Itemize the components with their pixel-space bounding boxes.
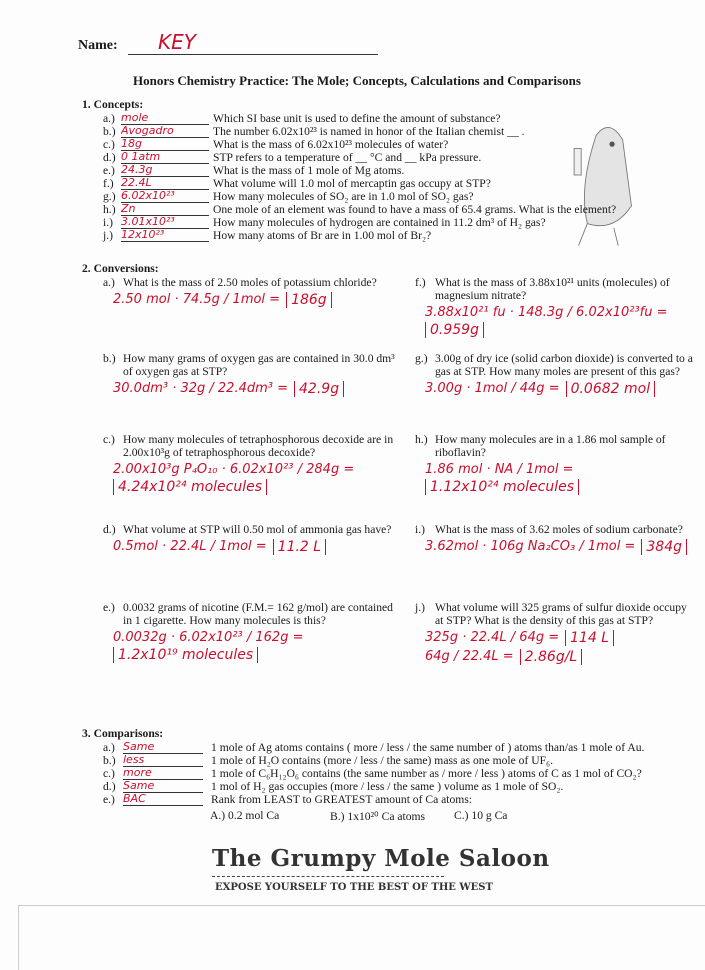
name-field[interactable]: KEY (128, 30, 378, 55)
density-solution-row (425, 649, 695, 665)
conversion-item (103, 352, 398, 397)
concept-item (103, 229, 431, 242)
question-text: What is the mass of 6.02x10²³ molecules of water? (213, 137, 449, 151)
question-text: Rank from LEAST to GREATEST amount of Ca atoms: (211, 792, 473, 806)
conversion-item (415, 352, 695, 397)
solution-row (425, 305, 695, 338)
concept-item (103, 203, 616, 216)
question-text: How many molecules are in a 1.86 mol sample of riboflavin? (435, 433, 666, 459)
question-text: How many atoms of Br are in 1.00 mol of Br₂? (213, 228, 432, 242)
saloon-logo-tagline: EXPOSE YOURSELF TO THE BEST OF THE WEST (215, 882, 493, 893)
question-text: 3.00g of dry ice (solid carbon dioxide) is converted to a gas at STP. How many moles are present of this gas? (435, 352, 693, 378)
boxed-answer: 0.959g (425, 322, 484, 338)
question-text: What is the mass of 1 mole of Mg atoms. (213, 163, 405, 177)
question-text: How many molecules of tetraphosphorous decoxide are in 2.00x10³g of tetraphosphorous decoxide? (123, 433, 394, 459)
worked-solution: 30.0dm³ · 32g / 22.4dm³ = (113, 381, 289, 396)
boxed-answer: 186g (286, 292, 332, 308)
item-label: d.) (103, 150, 116, 164)
item-label: e.) (103, 163, 115, 177)
question-text: What volume will 1.0 mol of mercaptin gas occupy at STP? (213, 176, 491, 190)
question-line (415, 352, 695, 378)
solution-row (425, 630, 695, 646)
boxed-answer: 1.2x10¹⁹ molecules (113, 647, 258, 663)
worked-solution: 325g · 22.4L / 64g = (425, 630, 560, 645)
comparison-item (103, 780, 563, 793)
item-label: b.) (103, 124, 116, 138)
item-label: c.) (103, 433, 115, 446)
boxed-answer: 114 L (565, 630, 614, 646)
answer-blank[interactable]: 3.01x10²³ (121, 216, 209, 229)
concept-item (103, 177, 491, 190)
question-text: 1 mol of H₂ gas occupies (more / less / the same ) volume as 1 mole of SO₂. (211, 779, 564, 793)
concept-item (103, 151, 481, 164)
solution-row (113, 539, 398, 555)
item-label: b.) (103, 753, 116, 767)
answer-blank[interactable]: 22.4L (121, 177, 209, 190)
solution-row (425, 381, 695, 397)
comparison-item (103, 793, 472, 806)
item-label: d.) (103, 779, 116, 793)
solution-row (425, 462, 695, 495)
conversion-item (415, 523, 695, 555)
question-line (103, 276, 398, 289)
item-label: i.) (103, 215, 113, 229)
boxed-answer: 4.24x10²⁴ molecules (113, 479, 267, 495)
page-title: Honors Chemistry Practice: The Mole; Concepts, Calculations and Comparisons (133, 73, 581, 88)
item-label: e.) (103, 601, 115, 614)
worked-solution: 2.00x10³g P₄O₁₀ · 6.02x10²³ / 284g = (113, 462, 355, 477)
mole-scientist-illustration (560, 100, 650, 250)
question-text: 1 mole of H₂O contains (more / less / the same) mass as one mole of UF₆. (211, 753, 553, 767)
answer-blank[interactable]: 18g (121, 138, 209, 151)
answer-blank[interactable]: 0 1atm (121, 151, 209, 164)
question-line (415, 433, 695, 459)
question-text: 1 mole of C₆H₁₂O₆ contains (the same number as / more / less ) atoms of C as 1 mol of CO₂? (211, 766, 642, 780)
question-text: Which SI base unit is used to define the amount of substance? (213, 111, 501, 125)
concept-item (103, 164, 404, 177)
boxed-answer-density: 2.86g/L (520, 649, 583, 665)
question-text: What volume will 325 grams of sulfur dioxide occupy at STP? What is the density of this gas at STP? (435, 601, 687, 627)
question-line (103, 601, 398, 627)
item-label: f.) (103, 176, 114, 190)
solution-row (425, 539, 695, 555)
worked-solution: 0.5mol · 22.4L / 1mol = (113, 539, 267, 554)
item-label: f.) (415, 276, 426, 289)
conversion-item (415, 276, 695, 338)
worked-solution: 3.00g · 1mol / 44g = (425, 381, 560, 396)
comparison-item (103, 754, 553, 767)
boxed-answer: 11.2 L (273, 539, 326, 555)
item-label: i.) (415, 523, 425, 536)
barbed-wire-divider (212, 876, 444, 877)
boxed-answer: 0.0682 mol (566, 381, 656, 397)
conversion-item (103, 433, 398, 495)
concept-item (103, 190, 474, 203)
item-label: a.) (103, 740, 115, 754)
solution-row (113, 292, 398, 308)
question-text: What is the mass of 3.62 moles of sodium carbonate? (435, 523, 683, 536)
worked-solution: 2.50 mol · 74.5g / 1mol = (113, 292, 281, 307)
solution-row (113, 630, 398, 663)
question-text: How many molecules of SO₂ are in 1.0 mol of SO₂ gas? (213, 189, 474, 203)
item-label: a.) (103, 276, 115, 289)
worked-solution: 1.86 mol · NA / 1mol = (425, 462, 574, 477)
item-label: g.) (415, 352, 428, 365)
question-text: 0.0032 grams of nicotine (F.M.= 162 g/mol) are contained in 1 cigarette. How many molecules is this? (123, 601, 393, 627)
item-label: j.) (103, 228, 113, 242)
item-label: e.) (103, 792, 115, 806)
answer-blank[interactable]: Avogadro (121, 125, 209, 138)
item-label: b.) (103, 352, 116, 365)
question-line (103, 523, 398, 536)
item-label: d.) (103, 523, 116, 536)
boxed-answer: 42.9g (294, 381, 344, 397)
answer-blank[interactable]: 6.02x10²³ (121, 190, 209, 203)
item-label: c.) (103, 766, 115, 780)
comparisons-heading: 3. Comparisons: (82, 727, 164, 740)
conversion-item (415, 601, 695, 665)
boxed-answer: 1.12x10²⁴ molecules (425, 479, 579, 495)
option-a: A.) 0.2 mol Ca (210, 809, 280, 822)
answer-blank[interactable]: less (123, 754, 203, 767)
page-edge (18, 905, 705, 970)
answer-blank[interactable]: BAC (123, 793, 203, 806)
conversion-item (103, 523, 398, 555)
worked-solution: 0.0032g · 6.02x10²³ / 162g = (113, 630, 304, 645)
item-label: h.) (103, 202, 116, 216)
concept-item (103, 125, 525, 138)
concept-item (103, 112, 501, 125)
boxed-answer: 384g (641, 539, 687, 555)
worked-solution-density: 64g / 22.4L = (425, 649, 514, 664)
worked-solution: 3.88x10²¹ fu · 148.3g / 6.02x10²³fu = (425, 305, 668, 320)
question-text: How many molecules of hydrogen are contained in 11.2 dm³ of H₂ gas? (213, 215, 546, 229)
concept-item (103, 216, 546, 229)
saloon-logo-title: The Grumpy Mole Saloon (212, 845, 550, 872)
conversion-item (103, 601, 398, 663)
question-text: How many grams of oxygen gas are contained in 30.0 dm³ of oxygen gas at STP? (123, 352, 395, 378)
question-text: What volume at STP will 0.50 mol of ammonia gas have? (123, 523, 392, 536)
question-line (103, 433, 398, 459)
answer-blank[interactable]: Zn (121, 203, 209, 216)
option-b: B.) 1x10²⁰ Ca atoms (330, 810, 426, 823)
question-text: STP refers to a temperature of __ °C and __ kPa pressure. (213, 150, 482, 164)
worked-solution: 3.62mol · 106g Na₂CO₃ / 1mol = (425, 539, 636, 554)
question-text: 1 mole of Ag atoms contains ( more / less / the same number of ) atoms than/as 1 mole of Au. (211, 740, 645, 754)
item-label: c.) (103, 137, 115, 151)
question-line (415, 276, 695, 302)
solution-row (113, 381, 398, 397)
concepts-heading: 1. Concepts: (82, 98, 144, 111)
item-label: j.) (415, 601, 425, 614)
answer-blank[interactable]: Same (123, 780, 203, 793)
conversion-item (103, 276, 398, 308)
item-label: g.) (103, 189, 116, 203)
solution-row (113, 462, 398, 495)
option-c: C.) 10 g Ca (454, 809, 508, 822)
question-text: What is the mass of 3.88x10²¹ units (molecules) of magnesium nitrate? (435, 276, 670, 302)
question-text: One mole of an element was found to have a mass of 65.4 grams. What is the element? (213, 202, 617, 216)
item-label: h.) (415, 433, 428, 446)
item-label: a.) (103, 111, 115, 125)
concept-item (103, 138, 448, 151)
answer-blank[interactable]: more (123, 767, 203, 780)
question-line (103, 352, 398, 378)
name-label: Name: (78, 38, 118, 53)
question-text: The number 6.02x10²³ is named in honor of the Italian chemist __ . (213, 124, 525, 138)
conversions-heading: 2. Conversions: (82, 262, 159, 275)
question-line (415, 601, 695, 627)
answer-blank[interactable]: mole (121, 112, 209, 125)
conversion-item (415, 433, 695, 495)
question-line (415, 523, 695, 536)
answer-blank[interactable]: 24.3g (121, 164, 209, 177)
answer-blank[interactable]: Same (123, 741, 203, 754)
question-text: What is the mass of 2.50 moles of potassium chloride? (123, 276, 377, 289)
answer-blank[interactable]: 12x10²³ (121, 229, 209, 242)
comparison-item (103, 741, 644, 754)
comparison-item (103, 767, 642, 780)
